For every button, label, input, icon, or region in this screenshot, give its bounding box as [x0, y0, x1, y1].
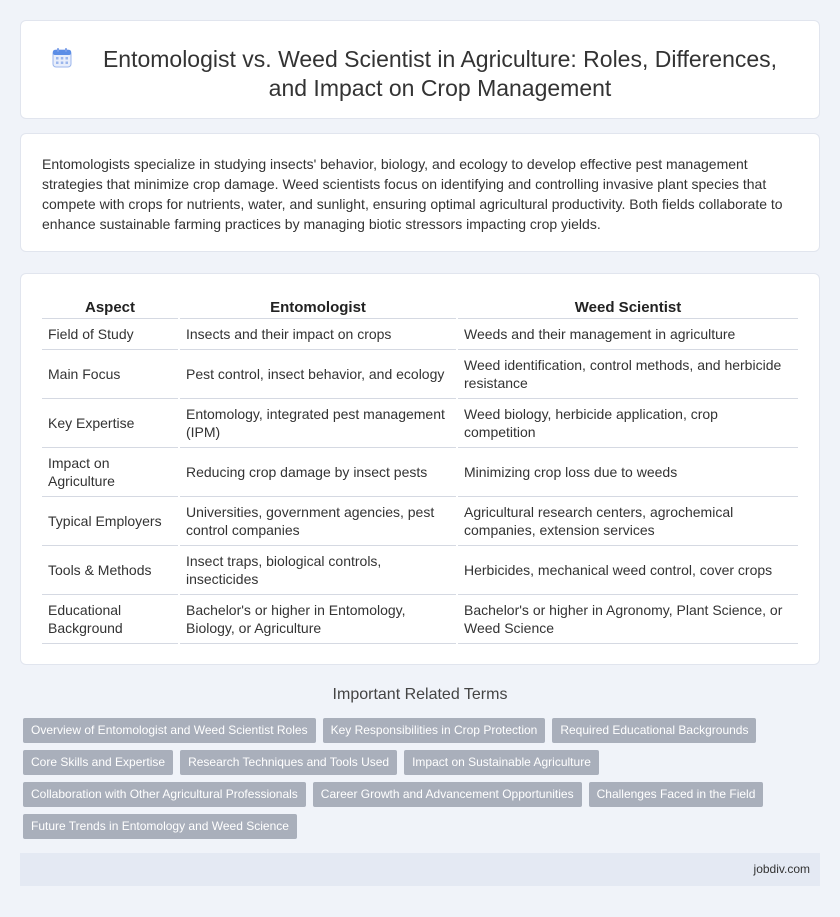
table-cell-entomologist: Insects and their impact on crops: [179, 318, 457, 349]
related-terms-heading: Important Related Terms: [332, 686, 508, 703]
header-card: [20, 20, 820, 119]
table-cell-weed-scientist: Bachelor's or higher in Agronomy, Plant Science, or Weed Science: [457, 594, 798, 643]
table-cell-weed-scientist: Agricultural research centers, agrochemical companies, extension services: [457, 496, 798, 545]
related-term-tag[interactable]: Challenges Faced in the Field: [589, 782, 764, 807]
related-term-tag[interactable]: Overview of Entomologist and Weed Scientist Roles: [23, 718, 316, 743]
table-row: [42, 349, 798, 398]
related-term-tag[interactable]: Core Skills and Expertise: [23, 750, 173, 775]
column-header-aspect: Aspect: [42, 296, 179, 318]
table-row: [42, 496, 798, 545]
related-term-tag[interactable]: Research Techniques and Tools Used: [180, 750, 397, 775]
table-cell-aspect: Educational Background: [42, 594, 179, 643]
related-term-tag[interactable]: Required Educational Backgrounds: [552, 718, 756, 743]
table-row: [42, 594, 798, 643]
related-term-tag[interactable]: Career Growth and Advancement Opportunities: [313, 782, 582, 807]
table-cell-entomologist: Entomology, integrated pest management (IPM): [179, 398, 457, 447]
table-cell-aspect: Typical Employers: [42, 496, 179, 545]
table-cell-weed-scientist: Weeds and their management in agriculture: [457, 318, 798, 349]
table-cell-aspect: Tools & Methods: [42, 545, 179, 594]
column-header-entomologist: Entomologist: [179, 296, 457, 318]
table-cell-aspect: Key Expertise: [42, 398, 179, 447]
table-cell-entomologist: Insect traps, biological controls, insecticides: [179, 545, 457, 594]
comparison-table: [42, 296, 798, 644]
table-header-row: [42, 296, 798, 318]
table-cell-aspect: Main Focus: [42, 349, 179, 398]
intro-card: [20, 133, 820, 252]
related-terms-list: [23, 718, 783, 846]
comparison-table-card: [20, 273, 820, 665]
table-cell-entomologist: Pest control, insect behavior, and ecology: [179, 349, 457, 398]
table-cell-aspect: Impact on Agriculture: [42, 447, 179, 496]
table-row: [42, 398, 798, 447]
footer: [20, 853, 820, 886]
related-term-tag[interactable]: Impact on Sustainable Agriculture: [404, 750, 599, 775]
column-header-weed-scientist: Weed Scientist: [457, 296, 798, 318]
intro-text: Entomologists specialize in studying insects' behavior, biology, and ecology to develop effective pest management strategies that minimize crop damage. Weed scientists focus on identifying and controlling invasive plant species that compete with crops for nutrients, water, and sunlight, ensuring optimal agricultural productivity. Both fields collaborate to enhance sustainable farming practices by managing biotic stressors impacting crop yields.: [42, 156, 783, 232]
table-cell-weed-scientist: Minimizing crop loss due to weeds: [457, 447, 798, 496]
table-cell-weed-scientist: Weed identification, control methods, and herbicide resistance: [457, 349, 798, 398]
table-row: [42, 447, 798, 496]
related-term-tag[interactable]: Key Responsibilities in Crop Protection: [323, 718, 546, 743]
related-term-tag[interactable]: Collaboration with Other Agricultural Professionals: [23, 782, 306, 807]
table-cell-weed-scientist: Weed biology, herbicide application, crop competition: [457, 398, 798, 447]
table-cell-entomologist: Reducing crop damage by insect pests: [179, 447, 457, 496]
page-title: Entomologist vs. Weed Scientist in Agriculture: Roles, Differences, and Impact on Crop Management: [102, 46, 778, 101]
related-term-tag[interactable]: Future Trends in Entomology and Weed Science: [23, 814, 297, 839]
table-row: [42, 318, 798, 349]
table-row: [42, 545, 798, 594]
table-cell-entomologist: Universities, government agencies, pest control companies: [179, 496, 457, 545]
table-cell-weed-scientist: Herbicides, mechanical weed control, cover crops: [457, 545, 798, 594]
footer-site-link[interactable]: jobdiv.com: [753, 862, 810, 876]
table-cell-aspect: Field of Study: [42, 318, 179, 349]
table-cell-entomologist: Bachelor's or higher in Entomology, Biology, or Agriculture: [179, 594, 457, 643]
